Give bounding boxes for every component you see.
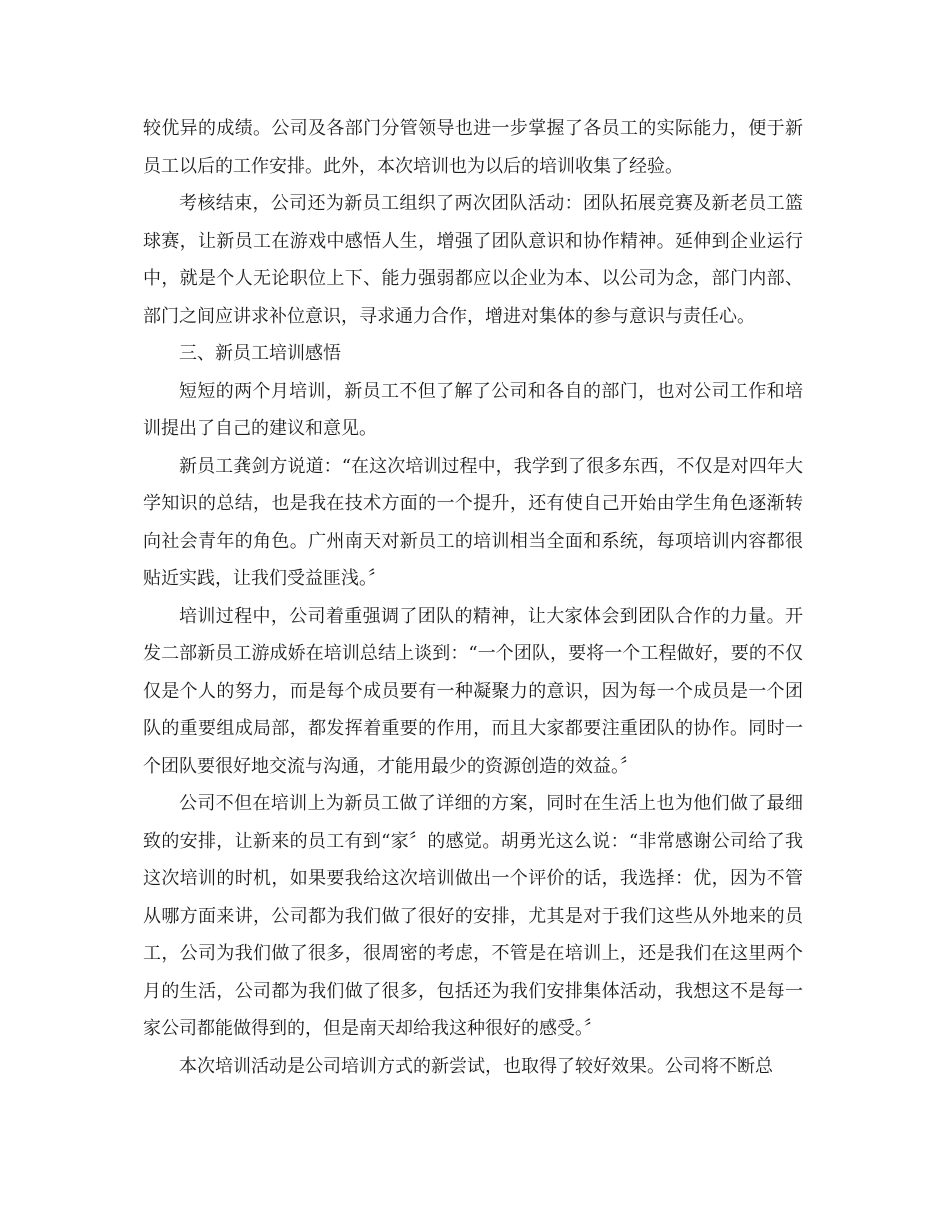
paragraph-1: 较优异的成绩。公司及各部门分管领导也进一步掌握了各员工的实际能力，便于新员工以后的工作安排。此外，本次培训也为以后的培训收集了经验。 — [143, 118, 803, 177]
document-body — [143, 110, 803, 1085]
paragraph-5: 培训过程中，公司着重强调了团队的精神，让大家体会到团队合作的力量。开发二部新员工游成娇在培训总结上谈到：“一个团队，要将一个工程做好，要的不仅仅是个人的努力，而是每个成员要有一种凝聚力的意识，因为每一个成员是一个团队的重要组成局部，都发挥着重要的作用，而且大家都要注重团队的协作。同时一个团队要很好地交流与沟通，才能用最少的资源创造的效益。〞 — [143, 605, 803, 777]
section-heading: 三、新员工培训感悟 — [179, 343, 341, 364]
paragraph-6: 公司不但在培训上为新员工做了详细的方案，同时在生活上也为他们做了最细致的安排，让新来的员工有到“家〞的感觉。胡勇光这么说：“非常感谢公司给了我这次培训的时机，如果要我给这次培训做出一个评价的话，我选择：优，因为不管从哪方面来讲，公司都为我们做了很好的安排，尤其是对于我们这些从外地来的员工，公司为我们做了很多，很周密的考虑，不管是在培训上，还是我们在这里两个月的生活，公司都为我们做了很多，包括还为我们安排集体活动，我想这不是每一家公司都能做得到的，但是南天却给我这种很好的感受。〞 — [143, 793, 803, 1039]
paragraph-7: 本次培训活动是公司培训方式的新尝试，也取得了较好效果。公司将不断总 — [179, 1055, 773, 1077]
paragraph-3: 短短的两个月培训，新员工不但了解了公司和各自的部门，也对公司工作和培训提出了自己的建议和意见。 — [143, 380, 803, 439]
paragraph-4: 新员工龚剑方说道：“在这次培训过程中，我学到了很多东西，不仅是对四年大学知识的总结，也是我在技术方面的一个提升，还有使自己开始由学生角色逐渐转向社会青年的角色。广州南天对新员工的培训相当全面和系统，每项培训内容都很贴近实践，让我们受益匪浅。〞 — [143, 455, 803, 589]
paragraph-2: 考核结束，公司还为新员工组织了两次团队活动：团队拓展竞赛及新老员工篮球赛，让新员工在游戏中感悟人生，增强了团队意识和协作精神。延伸到企业运行中，就是个人无论职位上下、能力强弱都应以企业为本、以公司为念，部门内部、部门之间应讲求补位意识，寻求通力合作，增进对集体的参与意识与责任心。 — [143, 193, 803, 327]
